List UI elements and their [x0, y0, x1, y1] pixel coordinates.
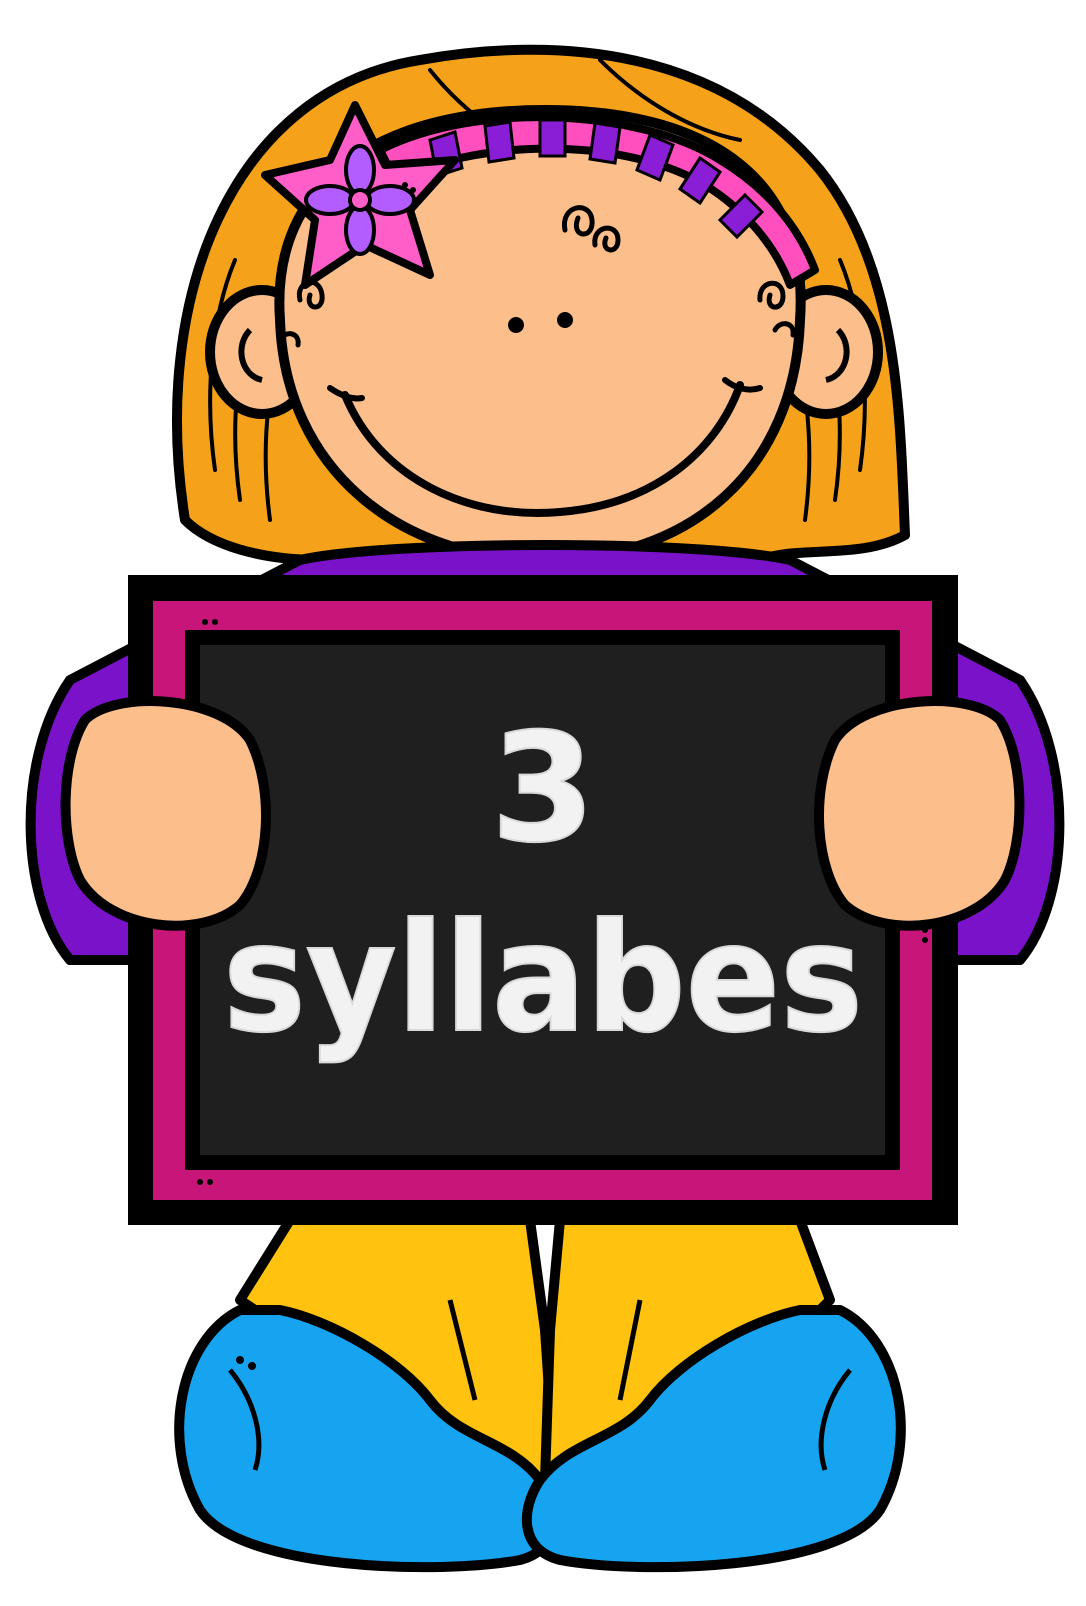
left-hand: [66, 701, 266, 926]
right-eye: [557, 312, 573, 328]
chalkboard: [128, 575, 958, 1225]
left-eye: [508, 317, 524, 333]
right-hand: [819, 701, 1019, 926]
sign-number: 3: [490, 702, 596, 876]
sign-word: syllabes: [223, 892, 863, 1066]
